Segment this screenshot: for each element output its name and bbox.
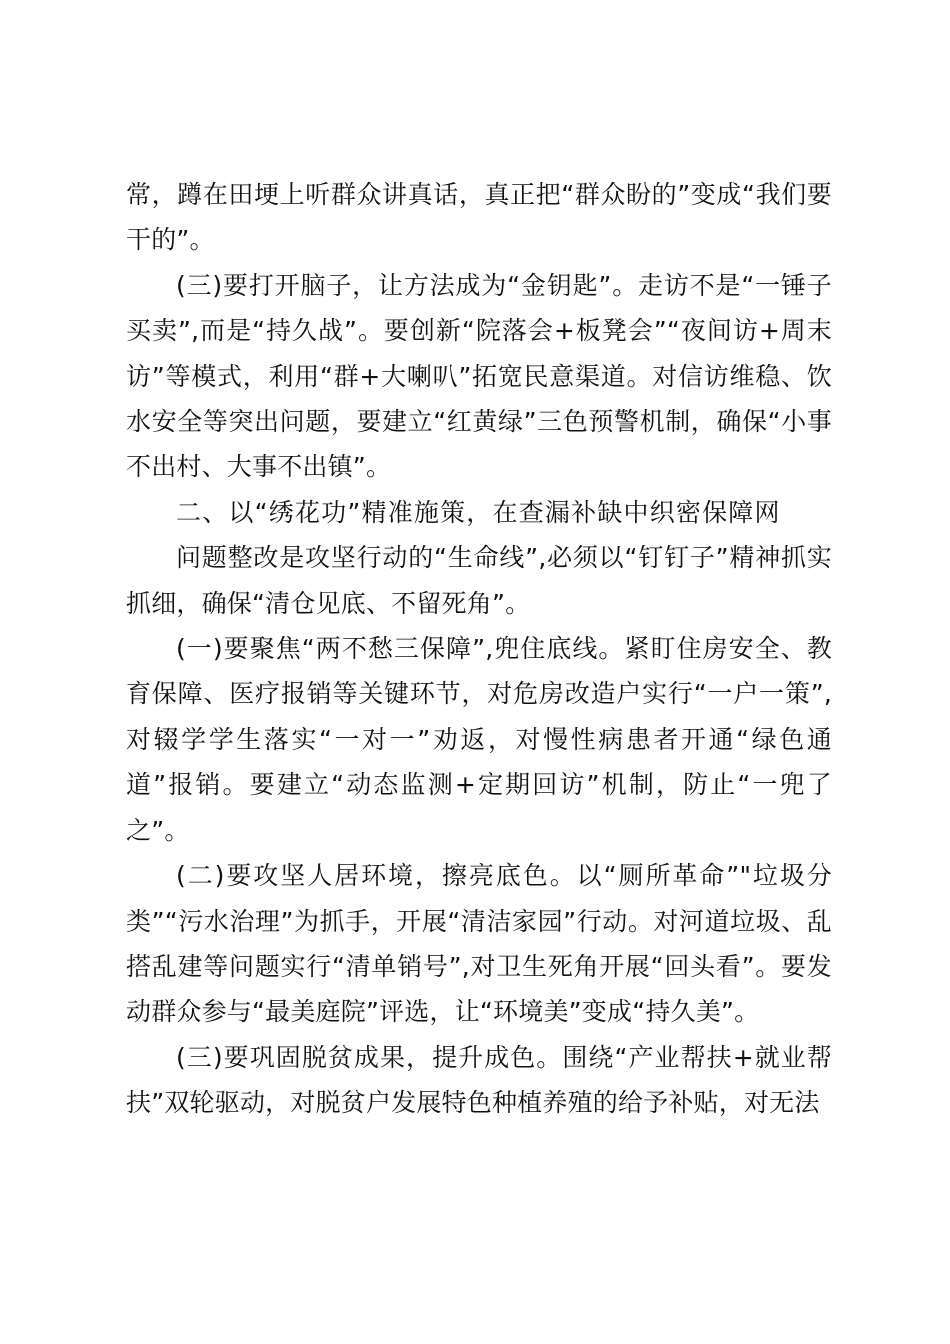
document-body [126,172,832,1126]
paragraph-rectification: 问题整改是攻坚行动的“生命线”,必须以“钉钉子”精神抓实抓细，确保“清仓见底、不留死角”。 [126,543,832,618]
paragraph-environment: (二)要攻坚人居环境，擦亮底色。以“厕所革命”"垃圾分类”“污水治理”为抓手，开展“清洁家园”行动。对河道垃圾、乱搭乱建等问题实行“清单销号”,对卫生死角开展“回头看”。要发动群众参与“最美庭院”评选，让“环境美”变成“持久美”。 [126,861,832,1027]
paragraph-achievements: (三)要巩固脱贫成果，提升成色。围绕“产业帮扶+就业帮扶”双轮驱动，对脱贫户发展特色种植养殖的给予补贴，对无法 [126,1042,832,1118]
paragraph-continuation: 常，蹲在田埂上听群众讲真话，真正把“群众盼的”变成“我们要干的”。 [126,180,832,255]
section-heading: 二、以“绣花功”精准施策，在查漏补缺中织密保障网 [176,497,781,527]
paragraph-guarantee: (一)要聚焦“两不愁三保障”,兜住底线。紧盯住房安全、教育保障、医疗报销等关键环节，对危房改造户实行“一户一策”,对辍学学生落实“一对一”劝返，对慢性病患者开通“绿色通道”报销。要建立“动态监测+定期回访”机制，防止“一兜了之”。 [126,634,832,845]
paragraph-method: (三)要打开脑子，让方法成为“金钥匙”。走访不是“一锤子买卖”,而是“持久战”。要创新“院落会+板凳会”“夜间访+周末访”等模式，利用“群+大喇叭”拓宽民意渠道。对信访维稳、饮水安全等突出问题，要建立“红黄绿”三色预警机制，确保“小事不出村、大事不出镇”。 [126,270,832,482]
